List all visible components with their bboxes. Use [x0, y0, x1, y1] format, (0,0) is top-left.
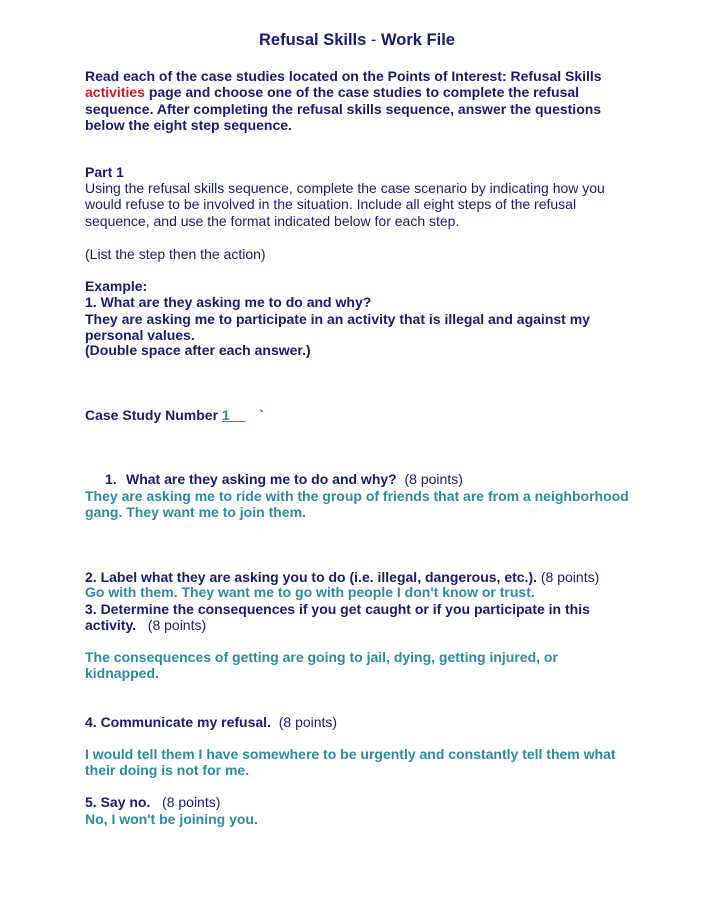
case-study-number-field[interactable]: 1__	[221, 407, 246, 423]
part1-body: Using the refusal skills sequence, complete the case scenario by indicating how you would refuse to be involved in the situation. Include all eight steps of the refusal sequence, and use the format indicated below for each step.	[85, 180, 605, 229]
question-3-points: (8 points)	[147, 617, 207, 634]
question-5-points: (8 points)	[162, 794, 221, 810]
intro-paragraph	[85, 68, 625, 133]
answer-2[interactable]: Go with them. They want me to go with people I don't know or trust.	[85, 584, 535, 600]
question-3	[85, 601, 610, 634]
question-4-points: (8 points)	[278, 714, 338, 730]
part1-heading: Part 1	[85, 164, 124, 180]
question-1-points: (8 points)	[404, 471, 463, 487]
question-1-prompt: What are they asking me to do and why?	[126, 471, 397, 487]
question-5-prompt: 5. Say no.	[85, 794, 151, 810]
stray-mark: `	[259, 407, 264, 423]
title-main: Refusal Skills	[259, 31, 367, 49]
case-study-line	[85, 407, 645, 423]
question-2	[85, 569, 645, 585]
case-study-label: Case Study Number	[85, 407, 222, 423]
example-heading: Example:	[85, 278, 148, 294]
title-sub: Work File	[381, 31, 455, 49]
page-title	[0, 32, 714, 48]
intro-text-2: page and choose one of the case studies to complete the refusal sequence. After completing the refusal skills sequence, answer the questions below the eight step sequence.	[85, 84, 602, 133]
question-1-number: 1.	[105, 471, 117, 487]
answer-1[interactable]: They are asking me to ride with the group of friends that are from a neighborhood gang. They want me to join them.	[85, 488, 629, 521]
question-4	[85, 714, 645, 730]
answer-4[interactable]: I would tell them I have somewhere to be urgently and constantly tell them what their doing is not for me.	[85, 746, 616, 779]
activities-link[interactable]: activities	[85, 84, 145, 101]
question-5	[85, 794, 645, 810]
intro-text-1: Read each of the case studies located on the Points of Interest: Refusal Skills	[85, 68, 602, 84]
question-1	[85, 471, 645, 487]
question-2-points: (8 points)	[537, 569, 600, 585]
answer-5[interactable]: No, I won't be joining you.	[85, 811, 258, 827]
question-2-prompt: 2. Label what they are asking you to do (i.e. illegal, dangerous, etc.).	[85, 569, 537, 585]
answer-3[interactable]: The consequences of getting are going to jail, dying, getting injured, or kidnapped.	[85, 649, 558, 682]
title-dash: -	[366, 31, 381, 49]
example-question: 1. What are they asking me to do and why?	[85, 294, 372, 310]
part1-note: (List the step then the action)	[85, 246, 266, 262]
question-3-prompt: 3. Determine the consequences if you get caught or if you participate in this activity.	[85, 601, 590, 634]
example-answer: They are asking me to participate in an activity that is illegal and against my personal values.	[85, 311, 590, 344]
example-note: (Double space after each answer.)	[85, 342, 311, 358]
question-4-prompt: 4. Communicate my refusal.	[85, 714, 271, 730]
